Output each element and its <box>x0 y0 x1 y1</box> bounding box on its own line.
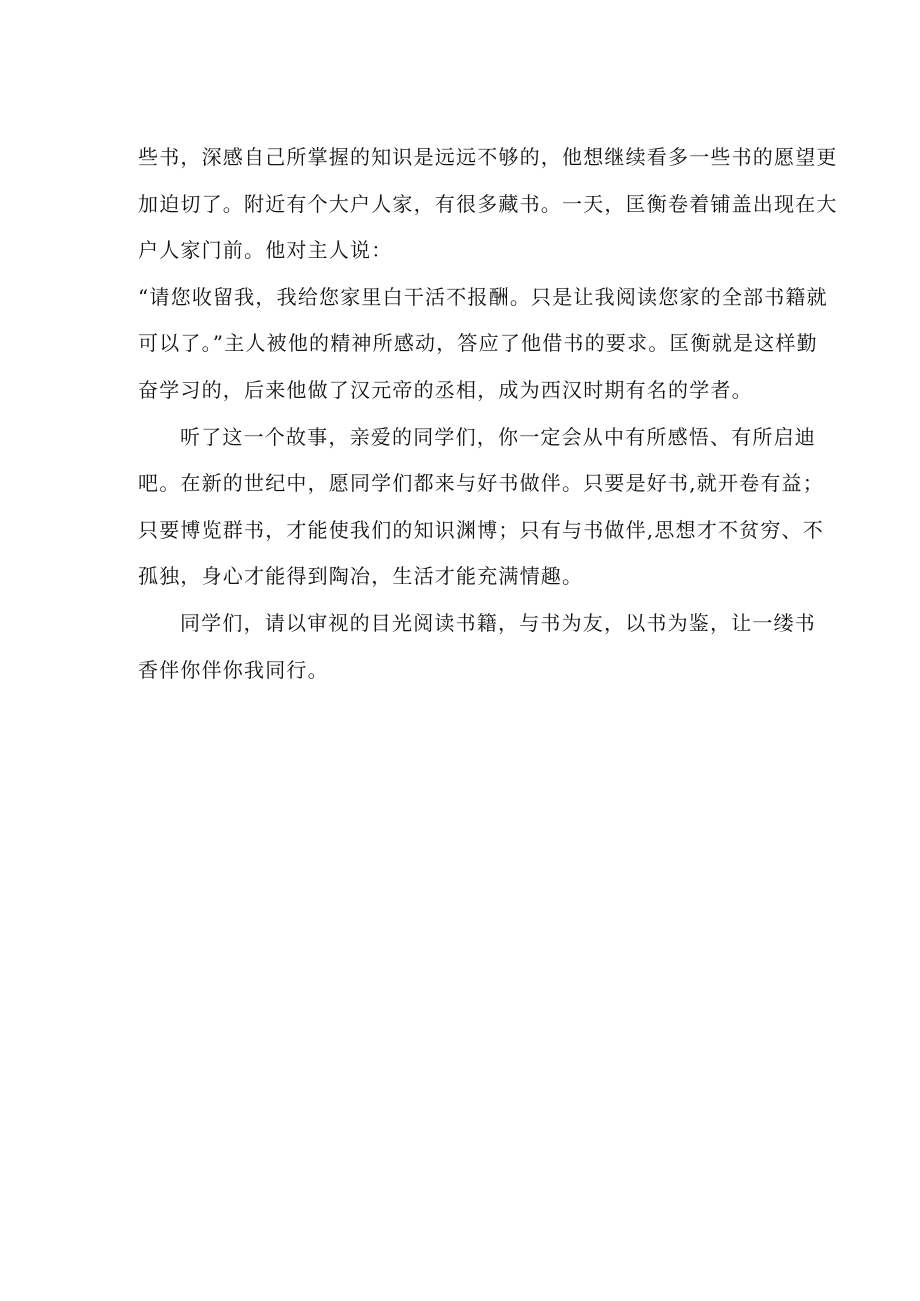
paragraph-closing <box>138 600 816 693</box>
text-line: “请您收留我，我给您家里白干活不报酬。只是让我阅读您家的全部书籍就 <box>138 284 828 309</box>
text-line: 只要博览群书，才能使我们的知识渊博；只有与书做伴,思想才不贫穷、不 <box>138 517 824 542</box>
text-line: 些书，深感自己所掌握的知识是远远不够的，他想继续看多一些书的愿望更 <box>138 145 838 169</box>
text-line: 香伴你伴你我同行。 <box>138 657 329 682</box>
text-line: 奋学习的，后来他做了汉元帝的丞相，成为西汉时期有名的学者。 <box>138 377 753 402</box>
paragraph-quote <box>138 274 828 414</box>
text-line: 吧。在新的世纪中，愿同学们都来与好书做伴。只要是好书,就开卷有益； <box>138 471 824 496</box>
text-line: 孤独，身心才能得到陶冶，生活才能充满情趣。 <box>138 564 584 589</box>
text-line: 听了这一个故事，亲爱的同学们，你一定会从中有所感悟、有所启迪 <box>180 424 816 449</box>
text-line: 加迫切了。附近有个大户人家，有很多藏书。一天，匡衡卷着铺盖出现在大 <box>138 191 838 216</box>
paragraph-reflection <box>138 414 824 600</box>
text-line: 同学们，请以审视的目光阅读书籍，与书为友，以书为鉴，让一缕书 <box>180 610 816 635</box>
paragraph-story-continued <box>138 134 838 274</box>
text-line: 户人家门前。他对主人说： <box>138 238 393 263</box>
document-body <box>138 134 838 693</box>
text-line: 可以了。”主人被他的精神所感动，答应了他借书的要求。匡衡就是这样勤 <box>138 331 818 356</box>
